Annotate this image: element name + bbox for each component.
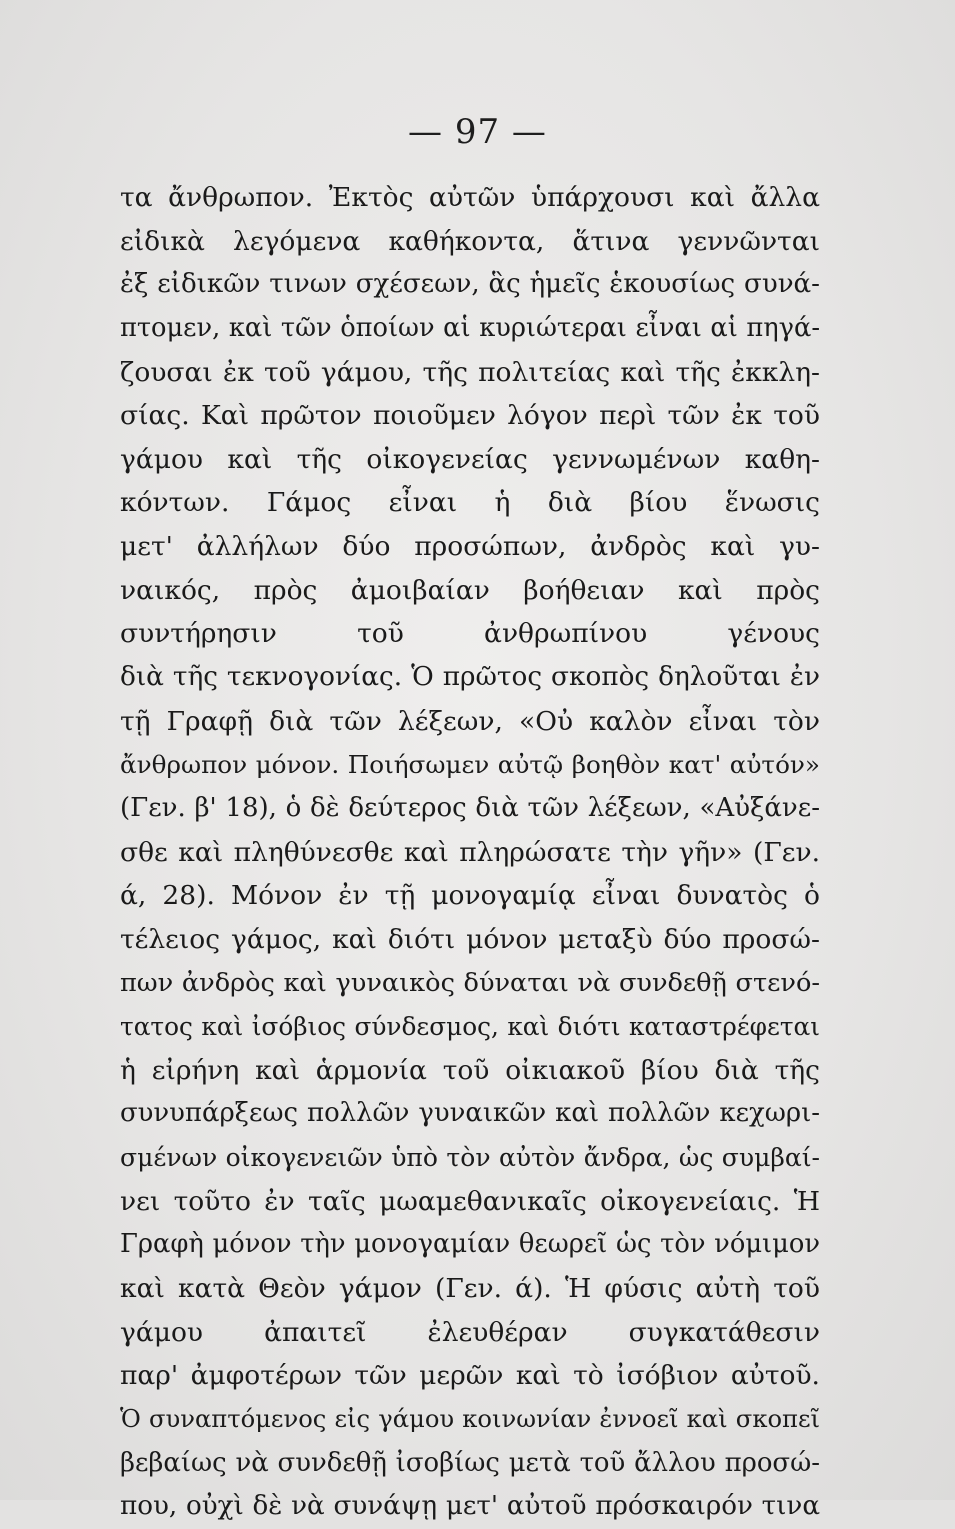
- text-line: ἄνθρωπον μόνον. Ποιήσωμεν αὐτῷ βοηθὸν κατ' αὐτόν»: [120, 750, 820, 780]
- text-line: ἡ εἰρήνη καὶ ἁρμονία τοῦ οἰκιακοῦ βίου διὰ τῆς: [120, 1054, 820, 1086]
- text-line: κόντων. Γάμος εἶναι ἡ διὰ βίου ἕνωσις: [120, 487, 820, 519]
- text-line: συντήρησιν τοῦ ἀνθρωπίνου γένους: [120, 618, 820, 650]
- text-line: παρ' ἀμφοτέρων τῶν μερῶν καὶ τὸ ἰσόβιον αὐτοῦ.: [120, 1360, 820, 1392]
- text-line: καὶ κατὰ Θεὸν γάμον (Γεν. ά). Ἡ φύσις αὐτὴ τοῦ: [120, 1273, 820, 1305]
- text-line: γάμου καὶ τῆς οἰκογενείας γεννωμένων καθη-: [120, 443, 820, 475]
- text-line: μετ' ἀλλήλων δύο προσώπων, ἀνδρὸς καὶ γυ-: [120, 531, 820, 563]
- text-line: βεβαίως νὰ συνδεθῇ ἰσοβίως μετὰ τοῦ ἄλλου προσώ-: [120, 1447, 820, 1478]
- text-line: διὰ τῆς τεκνογονίας. Ὁ πρῶτος σκοπὸς δηλοῦται ἐν: [120, 662, 820, 693]
- text-line: συνυπάρξεως πολλῶν γυναικῶν καὶ πολλῶν κεχωρι-: [120, 1098, 820, 1129]
- body-text: [120, 176, 820, 1529]
- text-line: ζουσαι ἐκ τοῦ γάμου, τῆς πολιτείας καὶ τῆς ἐκκλη-: [120, 356, 820, 388]
- text-line: ἐξ εἰδικῶν τινων σχέσεων, ἃς ἡμεῖς ἑκουσίως συνά-: [120, 269, 820, 300]
- text-line: πων ἀνδρὸς καὶ γυναικὸς δύναται νὰ συνδεθῇ στενό-: [120, 967, 820, 998]
- text-line: εἰδικὰ λεγόμενα καθήκοντα, ἅτινα γεννῶνται: [120, 225, 820, 257]
- text-line: ναικός, πρὸς ἀμοιβαίαν βοήθειαν καὶ πρὸς: [120, 574, 820, 606]
- text-line: γάμου ἀπαιτεῖ ἐλευθέραν συγκατάθεσιν: [120, 1316, 820, 1348]
- text-line: νει τοῦτο ἐν ταῖς μωαμεθανικαῖς οἰκογενείαις. Ἡ: [120, 1185, 820, 1217]
- text-line: Γραφὴ μόνον τὴν μονογαμίαν θεωρεῖ ὡς τὸν νόμιμον: [120, 1229, 820, 1260]
- text-line: τῇ Γραφῇ διὰ τῶν λέξεων, «Οὐ καλὸν εἶναι τὸν: [120, 705, 820, 737]
- text-line: σμένων οἰκογενειῶν ὑπὸ τὸν αὐτὸν ἄνδρα, ὡς συμβαί-: [120, 1143, 820, 1173]
- text-line: τα ἄνθρωπον. Ἐκτὸς αὐτῶν ὑπάρχουσι καὶ ἄλλα: [120, 182, 820, 213]
- text-line: σθε καὶ πληθύνεσθε καὶ πληρώσατε τὴν γῆν» (Γεν.: [120, 836, 820, 868]
- text-line: πτομεν, καὶ τῶν ὁποίων αἱ κυριώτεραι εἶναι αἱ πηγά-: [120, 312, 820, 343]
- text-line: (Γεν. β' 18), ὁ δὲ δεύτερος διὰ τῶν λέξεων, «Αὐξάνε-: [120, 792, 820, 823]
- text-line: που, οὐχὶ δὲ νὰ συνάψῃ μετ' αὐτοῦ πρόσκαιρόν τινα: [120, 1491, 820, 1522]
- text-line: σίας. Καὶ πρῶτον ποιοῦμεν λόγον περὶ τῶν ἐκ τοῦ: [120, 400, 820, 432]
- text-line: τατος καὶ ἰσόβιος σύνδεσμος, καὶ διότι καταστρέφεται: [120, 1012, 820, 1042]
- text-line: Ὁ συναπτόμενος εἰς γάμου κοινωνίαν ἐννοεῖ καὶ σκοπεῖ: [120, 1404, 820, 1433]
- text-line: τέλειος γάμος, καὶ διότι μόνον μεταξὺ δύο προσώ-: [120, 923, 820, 955]
- text-line: ά, 28). Μόνον ἐν τῇ μονογαμίᾳ εἶναι δυνατὸς ὁ: [120, 880, 820, 912]
- page-number: — 97 —: [408, 112, 547, 152]
